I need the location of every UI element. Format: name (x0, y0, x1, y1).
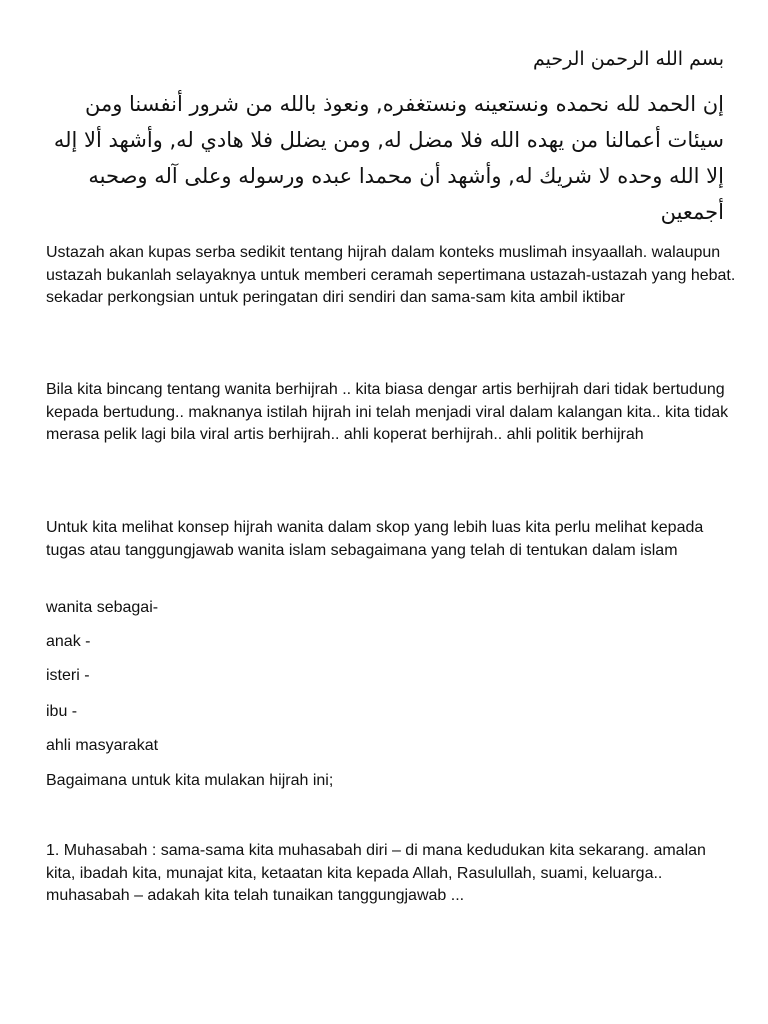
list-heading: wanita sebagai- (46, 599, 159, 616)
list-item-isteri: isteri - (46, 667, 90, 684)
paragraph-muhasabah: 1. Muhasabah : sama-sama kita muhasabah diri – di mana kedudukan kita sekarang. amalan kita, ibadah kita, munajat kita, ketaatan kita kepada Allah, Rasulullah, suami, keluarga.. muhasabah – adakah kita telah tunaikan tanggungjawab ... (46, 842, 706, 904)
paragraph-wanita-berhijrah: Bila kita bincang tentang wanita berhijrah .. kita biasa dengar artis berhijrah dari tidak bertudung kepada bertudung.. maknanya istilah hijrah ini telah menjadi viral dalam kalangan kita.. kita tidak merasa pelik lagi bila viral artis berhijrah.. ahli koperat berhijrah.. ahli politik berhijrah (46, 381, 729, 443)
paragraph-konsep-hijrah: Untuk kita melihat konsep hijrah wanita dalam skop yang lebih luas kita perlu melihat kepada tugas atau tanggungjawab wanita islam sebagaimana yang telah di tentukan dalam islam (46, 519, 704, 559)
arabic-basmala: بسم الله الرحمن الرحيم (533, 48, 724, 70)
paragraph-introduction: Ustazah akan kupas serba sedikit tentang hijrah dalam konteks muslimah insyaallah. walaupun ustazah bukanlah selayaknya untuk memberi ceramah sepertimana ustazah-ustazah yang hebat. sekadar perkongsian untuk peringatan diri sendiri dan sama-sam kita ambil iktibar (46, 244, 736, 306)
list-item-anak: anak - (46, 633, 91, 650)
list-item-ibu: ibu - (46, 703, 78, 720)
arabic-opening-paragraph: إن الحمد لله نحمده ونستعينه ونستغفره, ونعوذ بالله من شرور أنفسنا ومن سيئات أعمالنا من يهده الله فلا مضل له, ومن يضلل فلا هادي له, وأشهد ألا إله إلا الله وحده لا شريك له, وأشهد أن محمدا عبده ورسوله وعلى آله وصحبه أجمعين (53, 92, 724, 224)
list-item-ahli-masyarakat: ahli masyarakat (46, 737, 159, 754)
paragraph-question: Bagaimana untuk kita mulakan hijrah ini; (46, 772, 334, 789)
